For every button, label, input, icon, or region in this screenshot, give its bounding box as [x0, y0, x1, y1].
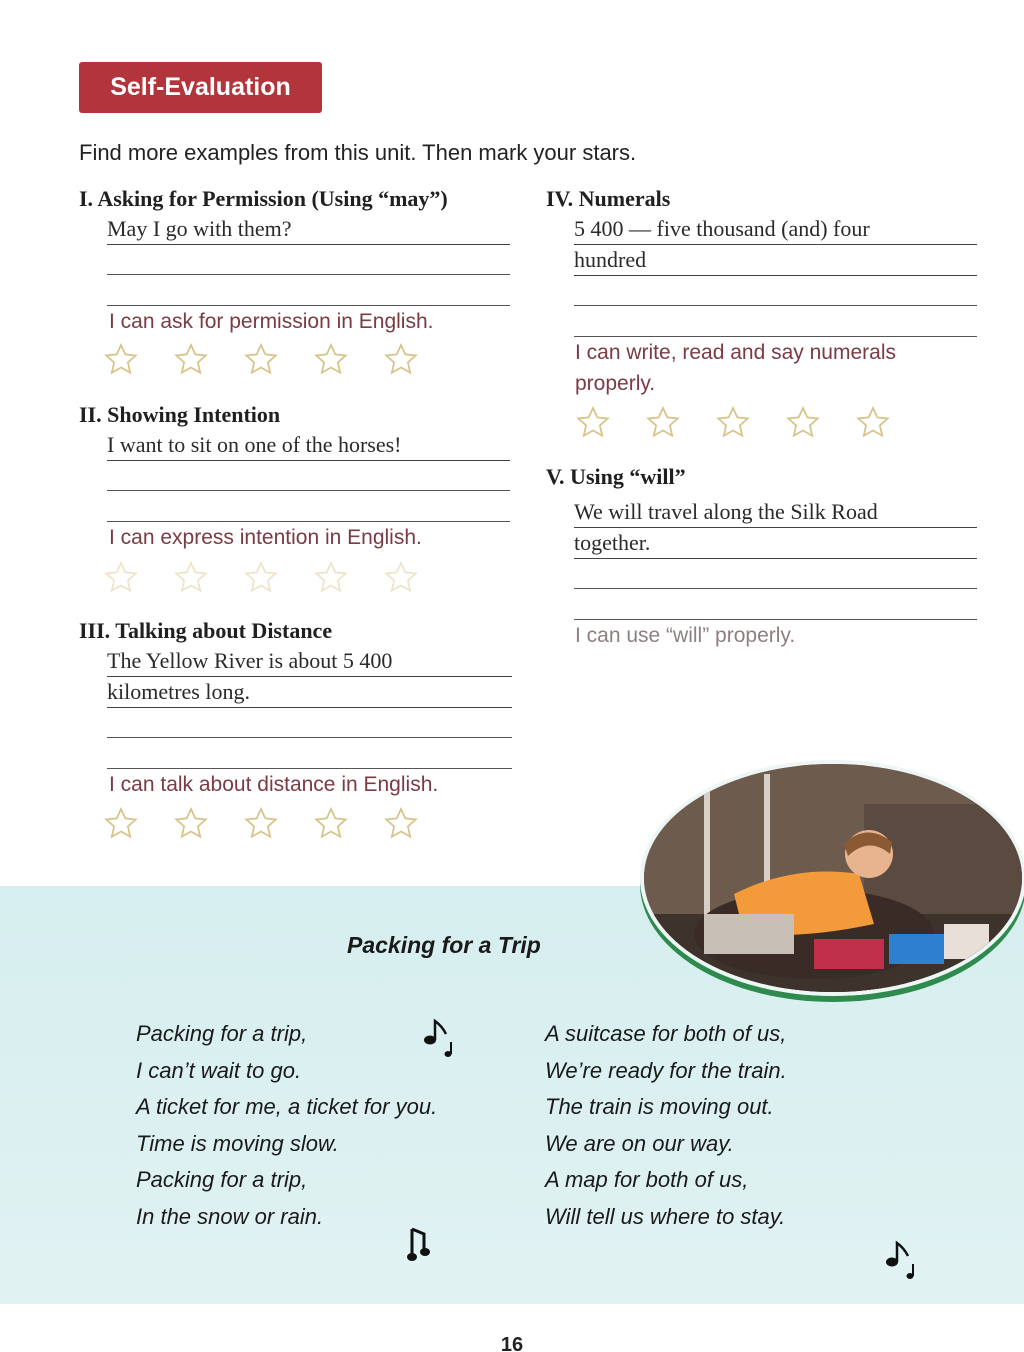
star-icon[interactable] [173, 342, 209, 378]
lyric-line: Packing for a trip, [136, 1167, 308, 1193]
song-verse-left [136, 1016, 437, 1236]
section-2-star-rating[interactable] [103, 560, 419, 596]
section-3-star-rating[interactable] [103, 806, 419, 842]
lyric-line: We are on our way. [545, 1130, 734, 1156]
section-2-title: II. Showing Intention [79, 402, 281, 427]
section-5-example-1: We will travel along the Silk Road [574, 497, 977, 528]
star-icon[interactable] [173, 560, 209, 596]
section-5-can-do: I can use “will” properly. [575, 624, 796, 647]
lyric-line: The train is moving out. [545, 1094, 774, 1120]
section-1-blank-line[interactable] [107, 274, 510, 275]
lyric-line: I can’t wait to go. [136, 1057, 302, 1083]
lyric-line: We’re ready for the train. [545, 1057, 787, 1083]
section-2-can-do: I can express intention in English. [109, 526, 422, 549]
section-3-title: III. Talking about Distance [79, 618, 333, 643]
lyric-line: A suitcase for both of us, [545, 1021, 787, 1046]
song-verse-right [545, 1016, 787, 1236]
star-icon[interactable] [383, 560, 419, 596]
star-icon[interactable] [313, 560, 349, 596]
star-icon[interactable] [313, 806, 349, 842]
section-1-star-rating[interactable] [103, 342, 419, 378]
section-4-title: IV. Numerals [546, 186, 671, 211]
section-1-can-do: I can ask for permission in English. [109, 310, 434, 333]
star-icon[interactable] [855, 405, 891, 441]
instructions: Find more examples from this unit. Then mark your stars. [79, 140, 637, 165]
song-title: Packing for a Trip [347, 932, 541, 958]
section-4-star-rating[interactable] [575, 405, 891, 441]
section-4-can-do-line-1: I can write, read and say numerals [575, 341, 896, 364]
lyric-line: Time is moving slow. [136, 1130, 339, 1156]
music-note-icon [404, 1224, 440, 1266]
star-icon[interactable] [575, 405, 611, 441]
star-icon[interactable] [243, 342, 279, 378]
section-3-can-do: I can talk about distance in English. [109, 773, 439, 796]
section-2-example-1: I want to sit on one of the horses! [107, 430, 510, 461]
section-4-blank-line[interactable] [574, 305, 977, 306]
star-icon[interactable] [645, 405, 681, 441]
girl-packing-suitcase-photo [640, 760, 1024, 996]
star-icon[interactable] [383, 342, 419, 378]
lyric-line: In the snow or rain. [136, 1203, 324, 1229]
section-1-example-1: May I go with them? [107, 214, 510, 245]
star-icon[interactable] [103, 806, 139, 842]
section-4-example-1: 5 400 — five thousand (and) four [574, 214, 977, 245]
music-note-icon [422, 1016, 458, 1064]
section-3-example-1: The Yellow River is about 5 400 [107, 646, 512, 677]
star-icon[interactable] [103, 560, 139, 596]
page-number: 16 [500, 1334, 524, 1352]
section-3-example-2: kilometres long. [107, 677, 512, 708]
star-icon[interactable] [243, 560, 279, 596]
self-evaluation-badge: Self-Evaluation [79, 62, 322, 113]
section-4-example-2: hundred [574, 245, 977, 276]
section-4-can-do-line-2: properly. [575, 372, 656, 395]
section-3-blank-line[interactable] [107, 737, 512, 738]
star-icon[interactable] [173, 806, 209, 842]
star-icon[interactable] [313, 342, 349, 378]
lyric-line: A map for both of us, [545, 1167, 749, 1193]
star-icon[interactable] [785, 405, 821, 441]
star-icon[interactable] [383, 806, 419, 842]
star-icon[interactable] [715, 405, 751, 441]
section-5-title: V. Using “will” [546, 464, 686, 489]
star-icon[interactable] [243, 806, 279, 842]
lyric-line: A ticket for me, a ticket for you. [136, 1094, 438, 1120]
section-5-blank-line[interactable] [574, 588, 977, 589]
music-note-icon [884, 1238, 920, 1286]
section-1-title: I. Asking for Permission (Using “may”) [79, 186, 448, 211]
lyric-line: Packing for a trip, [136, 1021, 308, 1046]
star-icon[interactable] [103, 342, 139, 378]
section-2-blank-line[interactable] [107, 490, 510, 491]
lyric-line: Will tell us where to stay. [545, 1203, 786, 1229]
section-5-example-2: together. [574, 528, 977, 559]
